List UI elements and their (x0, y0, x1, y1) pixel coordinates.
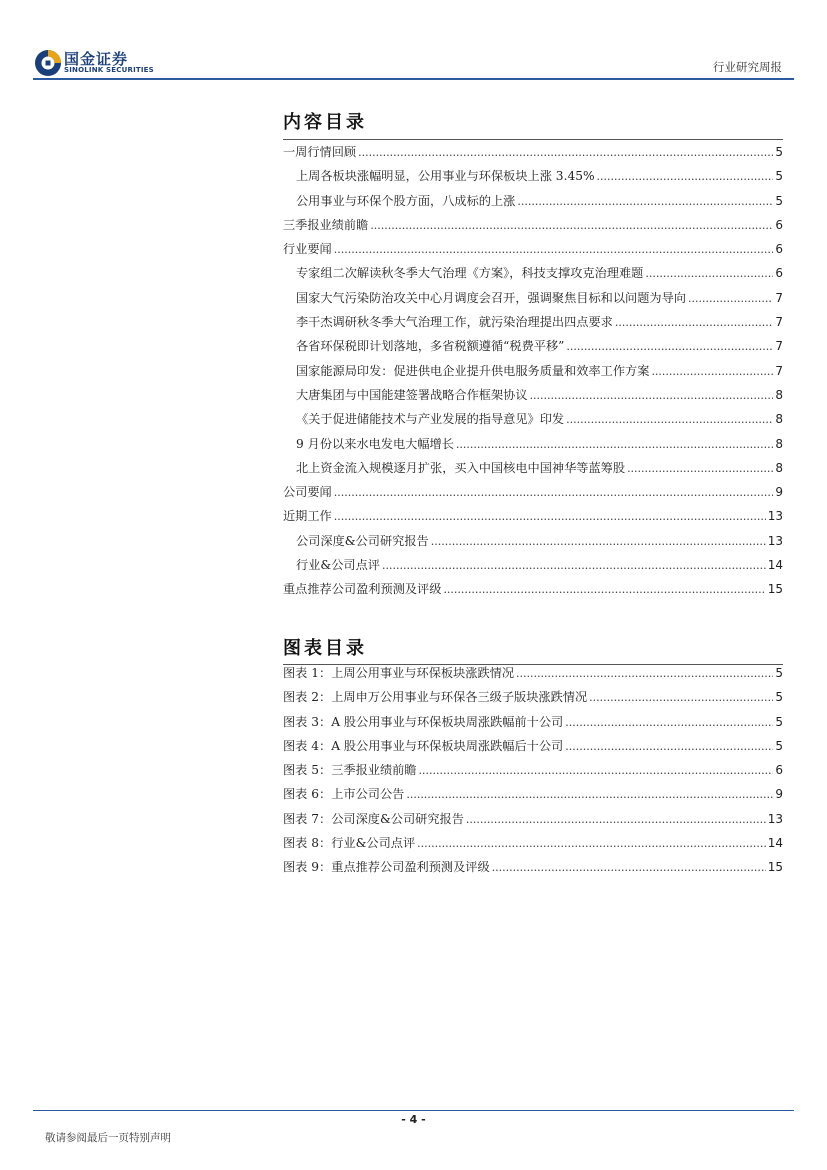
toc-leader-dots (615, 316, 773, 329)
figure-toc-title: 图表目录 (283, 638, 367, 659)
toc-page-number: 7 (775, 315, 783, 330)
figure-toc-entry[interactable] (283, 713, 783, 737)
toc-leader-dots (565, 740, 773, 753)
brand-name-en: SINOLINK SECURITIES (64, 66, 154, 74)
toc-entry-text: 重点推荐公司盈利预测及评级 (283, 582, 442, 597)
toc-entry-text: 国家能源局印发：促进供电企业提升供电服务质量和效率工作方案 (296, 363, 650, 378)
toc-leader-dots (370, 219, 773, 232)
content-toc-entry[interactable] (283, 507, 783, 531)
figure-toc-entry[interactable] (283, 810, 783, 834)
toc-leader-dots (530, 389, 774, 402)
toc-leader-dots (597, 170, 774, 183)
toc-entry-text: 公司要闻 (283, 485, 332, 500)
content-toc-entry[interactable] (283, 435, 783, 459)
toc-entry-text: 专家组二次解读秋冬季大气治理《方案》，科技支撑攻克治理难题 (296, 266, 644, 281)
content-toc-entry[interactable] (283, 167, 783, 191)
content-toc-entry[interactable] (283, 337, 783, 361)
toc-entry-text: 行业&公司点评 (296, 558, 380, 573)
toc-entry-text: 图表 5：三季报业绩前瞻 (283, 763, 417, 778)
figure-toc-entry[interactable] (283, 737, 783, 761)
toc-leader-dots (443, 583, 765, 596)
toc-leader-dots (334, 243, 774, 256)
toc-entry-text: 图表 4：A 股公用事业与环保板块周涨跌幅后十公司 (283, 738, 564, 753)
toc-leader-dots (417, 837, 766, 850)
toc-page-number: 6 (775, 217, 783, 232)
content-toc-entry[interactable] (283, 556, 783, 580)
content-toc-entry[interactable] (283, 483, 783, 507)
toc-page-number: 8 (775, 412, 783, 427)
figure-toc-list (283, 664, 783, 883)
toc-page-number: 7 (775, 290, 783, 305)
toc-page-number: 9 (775, 485, 783, 500)
disclaimer-note: 敬请参阅最后一页特别声明 (45, 1132, 171, 1144)
toc-entry-text: 《关于促进储能技术与产业发展的指导意见》印发 (296, 412, 565, 427)
toc-entry-text: 图表 2：上周申万公用事业与环保各三级子版块涨跌情况 (283, 690, 588, 705)
toc-entry-text: 国家大气污染防治攻关中心月调度会召开，强调聚焦目标和以问题为导向 (296, 290, 686, 305)
toc-leader-dots (406, 788, 773, 801)
toc-leader-dots (566, 340, 773, 353)
toc-leader-dots (419, 764, 774, 777)
toc-entry-text: 图表 7：公司深度&公司研究报告 (283, 811, 464, 826)
content-toc-rule (283, 139, 783, 140)
toc-entry-text: 李干杰调研秋冬季大气治理工作，就污染治理提出四点要求 (296, 315, 613, 330)
content-toc-entry[interactable] (283, 459, 783, 483)
toc-leader-dots (517, 195, 773, 208)
content-toc-entry[interactable] (283, 362, 783, 386)
content-toc-entry[interactable] (283, 532, 783, 556)
toc-page-number: 5 (775, 666, 783, 680)
content-toc-entry[interactable] (283, 264, 783, 288)
content-toc-entry[interactable] (283, 143, 783, 167)
toc-page-number: 14 (767, 836, 783, 851)
sinolink-logo-icon (33, 48, 63, 78)
content-toc-list (283, 143, 783, 605)
toc-entry-text: 一周行情回顾 (283, 145, 357, 159)
toc-leader-dots (627, 462, 773, 475)
content-toc-entry[interactable] (283, 386, 783, 410)
toc-leader-dots (466, 813, 766, 826)
toc-leader-dots (516, 667, 773, 680)
toc-page-number: 8 (775, 436, 783, 451)
brand-name-cn: 国金证券 (64, 50, 129, 68)
content-toc-entry[interactable] (283, 240, 783, 264)
content-toc-entry[interactable] (283, 313, 783, 337)
toc-entry-text: 图表 1：上周公用事业与环保板块涨跌情况 (283, 666, 515, 680)
toc-leader-dots (492, 861, 766, 874)
toc-leader-dots (645, 267, 773, 280)
toc-leader-dots (358, 146, 773, 159)
toc-page-number: 5 (775, 169, 783, 184)
toc-page-number: 5 (775, 193, 783, 208)
toc-leader-dots (565, 716, 773, 729)
figure-toc-entry[interactable] (283, 664, 783, 688)
page-header (0, 0, 827, 80)
toc-entry-text: 各省环保税即计划落地，多省税额遵循“税费平移” (296, 339, 565, 354)
toc-entry-text: 三季报业绩前瞻 (283, 217, 369, 232)
figure-toc-entry[interactable] (283, 761, 783, 785)
toc-page-number: 15 (767, 860, 783, 875)
toc-leader-dots (334, 486, 774, 499)
toc-leader-dots (566, 413, 773, 426)
toc-page-number: 15 (767, 582, 783, 597)
page-number: - 4 - (401, 1113, 426, 1126)
toc-page-number: 6 (775, 763, 783, 778)
toc-entry-text: 图表 9：重点推荐公司盈利预测及评级 (283, 860, 490, 875)
content-toc-entry[interactable] (283, 216, 783, 240)
toc-entry-text: 9 月份以来水电发电大幅增长 (296, 436, 454, 451)
toc-page-number: 6 (775, 242, 783, 257)
toc-page-number: 5 (775, 714, 783, 729)
report-type-label: 行业研究周报 (713, 60, 782, 74)
toc-leader-dots (431, 535, 766, 548)
toc-entry-text: 公用事业与环保个股方面，八成标的上涨 (296, 193, 516, 208)
toc-page-number: 9 (775, 787, 783, 802)
content-toc-entry[interactable] (283, 580, 783, 604)
toc-leader-dots (651, 365, 773, 378)
toc-leader-dots (334, 510, 766, 523)
figure-toc-entry[interactable] (283, 858, 783, 882)
toc-page-number: 14 (767, 558, 783, 573)
header-divider (33, 78, 794, 80)
toc-entry-text: 图表 6：上市公司公告 (283, 787, 405, 802)
footer-divider (33, 1110, 794, 1111)
toc-entry-text: 图表 3：A 股公用事业与环保板块周涨跌幅前十公司 (283, 714, 564, 729)
toc-page-number: 13 (767, 509, 783, 524)
toc-page-number: 6 (775, 266, 783, 281)
toc-page-number: 5 (775, 738, 783, 753)
toc-page-number: 8 (775, 460, 783, 475)
toc-entry-text: 图表 8：行业&公司点评 (283, 836, 416, 851)
figure-toc-entry[interactable] (283, 834, 783, 858)
figure-toc-entry[interactable] (283, 688, 783, 712)
toc-leader-dots (589, 691, 773, 704)
figure-toc-entry[interactable] (283, 785, 783, 809)
toc-entry-text: 北上资金流入规模逐月扩张，买入中国核电中国神华等蓝筹股 (296, 460, 626, 475)
toc-page-number: 5 (775, 145, 783, 159)
toc-entry-text: 公司深度&公司研究报告 (296, 533, 429, 548)
toc-entry-text: 行业要闻 (283, 242, 332, 257)
content-toc-title: 内容目录 (283, 112, 367, 133)
toc-page-number: 7 (775, 339, 783, 354)
content-toc-entry[interactable] (283, 410, 783, 434)
toc-leader-dots (382, 559, 766, 572)
toc-leader-dots (688, 292, 773, 305)
toc-entry-text: 上周各板块涨幅明显，公用事业与环保板块上涨 3.45% (296, 169, 595, 184)
toc-page-number: 13 (767, 533, 783, 548)
toc-page-number: 8 (775, 387, 783, 402)
content-toc-entry[interactable] (283, 192, 783, 216)
toc-page-number: 5 (775, 690, 783, 705)
toc-page-number: 7 (775, 363, 783, 378)
content-toc-entry[interactable] (283, 289, 783, 313)
toc-entry-text: 大唐集团与中国能建签署战略合作框架协议 (296, 387, 528, 402)
toc-page-number: 13 (767, 811, 783, 826)
toc-entry-text: 近期工作 (283, 509, 332, 524)
toc-leader-dots (456, 438, 773, 451)
